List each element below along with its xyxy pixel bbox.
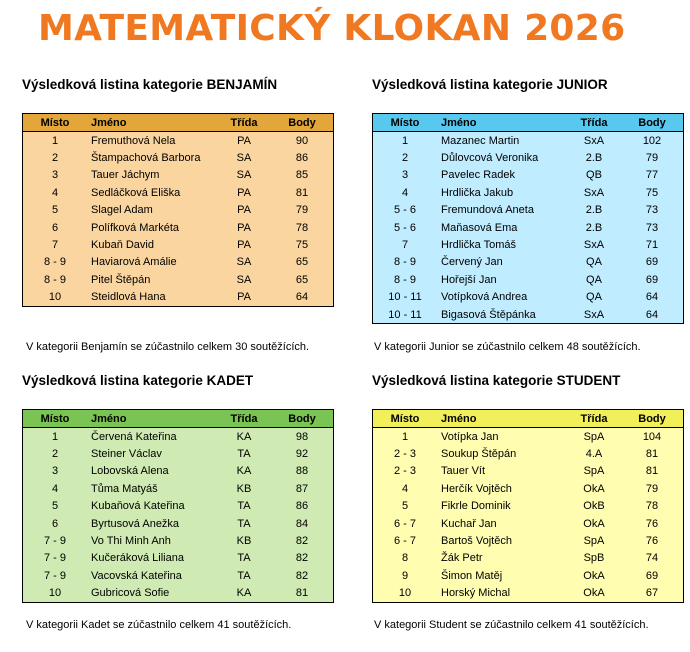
place-cell: 2 xyxy=(23,149,88,166)
place-cell: 3 xyxy=(23,463,88,480)
name-cell: Žák Petr xyxy=(441,552,483,565)
class-cell: QA xyxy=(586,256,602,269)
table-row xyxy=(373,202,684,219)
name-cell: Fikrle Dominik xyxy=(441,500,511,513)
place-cell: 6 xyxy=(23,219,88,236)
points-cell: 86 xyxy=(271,498,334,515)
name-cell: Tauer Vít xyxy=(441,465,486,478)
table-row xyxy=(373,498,684,515)
section-student xyxy=(372,372,684,603)
name-cell: Pavelec Radek xyxy=(441,169,515,182)
points-cell: 76 xyxy=(621,532,684,549)
points-cell: 73 xyxy=(621,202,684,219)
place-cell: 3 xyxy=(23,167,88,184)
place-cell: 10 xyxy=(373,585,438,603)
points-cell: 64 xyxy=(621,306,684,324)
place-cell: 1 xyxy=(23,132,88,150)
points-cell: 104 xyxy=(621,428,684,446)
table-row xyxy=(373,567,684,584)
place-cell: 4 xyxy=(373,480,438,497)
name-cell: Bigasová Štěpánka xyxy=(437,306,567,324)
points-cell: 88 xyxy=(271,463,334,480)
place-cell: 8 - 9 xyxy=(23,254,88,271)
class-cell: PA xyxy=(237,204,251,217)
table-row xyxy=(23,550,334,567)
name-cell: Kubaňová Kateřina xyxy=(91,500,185,513)
class-cell: TA xyxy=(237,500,251,513)
table-row xyxy=(23,498,334,515)
points-cell: 85 xyxy=(271,167,334,184)
class-cell: QA xyxy=(586,273,602,286)
name-cell: Maňasová Ema xyxy=(441,221,518,234)
participants-note-benjamin: V kategorii Benjamín se zúčastnilo celkem 30 soutěžících. xyxy=(26,341,310,353)
class-cell: 4.A xyxy=(585,448,603,461)
place-cell: 5 xyxy=(373,498,438,515)
class-cell: OkA xyxy=(583,517,605,530)
points-cell: 69 xyxy=(621,271,684,288)
table-row xyxy=(23,289,334,307)
points-cell: 77 xyxy=(621,167,684,184)
table-row xyxy=(373,219,684,236)
name-header: Jméno xyxy=(87,410,217,428)
participants-note-kadet: V kategorii Kadet se zúčastnilo celkem 41 soutěžících. xyxy=(26,619,292,631)
class-cell: PA xyxy=(237,239,251,252)
class-header: Třída xyxy=(217,410,271,428)
place-cell: 9 xyxy=(373,567,438,584)
table-row xyxy=(373,428,684,446)
place-cell: 7 - 9 xyxy=(23,567,88,584)
points-cell: 65 xyxy=(271,254,334,271)
points-cell: 75 xyxy=(271,236,334,253)
points-cell: 82 xyxy=(271,550,334,567)
name-cell: Gubricová Sofie xyxy=(87,585,217,603)
table-row xyxy=(23,202,334,219)
points-cell: 82 xyxy=(271,567,334,584)
name-cell: Šimon Matěj xyxy=(441,569,503,582)
name-cell: Slagel Adam xyxy=(91,204,153,217)
class-cell: SpB xyxy=(583,552,605,565)
name-cell: Důlovcová Veronika xyxy=(441,152,539,165)
place-cell: 7 - 9 xyxy=(23,532,88,549)
points-header: Body xyxy=(271,114,334,132)
place-cell: 6 xyxy=(23,515,88,532)
name-cell: Tůma Matyáš xyxy=(91,482,158,495)
table-row xyxy=(23,219,334,236)
name-cell: Byrtusová Anežka xyxy=(91,517,180,530)
class-cell: OkA xyxy=(583,569,605,582)
place-header: Místo xyxy=(23,114,88,132)
table-row xyxy=(373,585,684,603)
class-cell: TA xyxy=(237,552,251,565)
table-row xyxy=(23,132,334,150)
place-cell: 1 xyxy=(373,132,438,150)
points-cell: 84 xyxy=(271,515,334,532)
points-cell: 78 xyxy=(621,498,684,515)
table-row xyxy=(23,184,334,201)
points-cell: 79 xyxy=(271,202,334,219)
place-cell: 10 xyxy=(23,289,88,307)
name-header: Jméno xyxy=(437,114,567,132)
points-cell: 87 xyxy=(271,480,334,497)
table-row xyxy=(23,515,334,532)
table-row xyxy=(373,132,684,150)
class-cell: KA xyxy=(236,465,252,478)
place-cell: 3 xyxy=(373,167,438,184)
table-row xyxy=(23,480,334,497)
table-row xyxy=(23,585,334,603)
class-cell: SA xyxy=(236,152,252,165)
table-row xyxy=(373,149,684,166)
place-cell: 8 - 9 xyxy=(373,254,438,271)
name-cell: Vo Thi Minh Anh xyxy=(91,535,171,548)
name-cell: Mazanec Martin xyxy=(441,134,520,147)
class-cell: KB xyxy=(236,482,252,495)
points-cell: 81 xyxy=(621,463,684,480)
class-cell: PA xyxy=(217,289,271,307)
name-cell: Hrdlička Jakub xyxy=(441,186,514,199)
class-cell: PA xyxy=(237,221,251,234)
place-cell: 10 - 11 xyxy=(373,306,438,324)
results-table xyxy=(22,409,334,603)
class-header: Třída xyxy=(567,114,621,132)
name-cell: Herčík Vojtěch xyxy=(441,482,512,495)
name-cell: Tauer Jáchym xyxy=(91,169,160,182)
place-cell: 5 - 6 xyxy=(373,219,438,236)
table-row xyxy=(373,515,684,532)
table-row xyxy=(373,445,684,462)
points-cell: 81 xyxy=(621,445,684,462)
name-cell: Lobovská Alena xyxy=(91,465,169,478)
name-cell: Kuchař Jan xyxy=(441,517,497,530)
class-cell: SA xyxy=(236,273,252,286)
name-cell: Horský Michal xyxy=(437,585,567,603)
table-row xyxy=(23,428,334,446)
class-header: Třída xyxy=(567,410,621,428)
place-cell: 1 xyxy=(23,428,88,446)
header-row xyxy=(373,410,684,428)
class-cell: QA xyxy=(586,291,602,304)
name-cell: Štampachová Barbora xyxy=(91,152,201,165)
class-cell: SA xyxy=(236,256,252,269)
place-cell: 2 xyxy=(23,445,88,462)
class-cell: SxA xyxy=(583,134,605,147)
name-cell: Hořejší Jan xyxy=(441,273,497,286)
table-row xyxy=(23,445,334,462)
table-row xyxy=(373,236,684,253)
class-cell: OkA xyxy=(567,585,621,603)
name-cell: Sedláčková Eliška xyxy=(91,186,181,199)
section-kadet xyxy=(22,372,334,603)
table-row xyxy=(373,532,684,549)
class-cell: SxA xyxy=(583,239,605,252)
name-cell: Steiner Václav xyxy=(91,448,162,461)
results-table xyxy=(372,113,684,324)
section-junior xyxy=(372,76,684,324)
name-cell: Polífková Markéta xyxy=(91,221,180,234)
class-cell: TA xyxy=(237,569,251,582)
class-cell: 2.B xyxy=(585,221,603,234)
table-row xyxy=(373,306,684,324)
place-cell: 8 - 9 xyxy=(373,271,438,288)
points-cell: 69 xyxy=(621,567,684,584)
place-header: Místo xyxy=(23,410,88,428)
class-header: Třída xyxy=(217,114,271,132)
name-cell: Kubaň David xyxy=(91,239,154,252)
place-cell: 10 xyxy=(23,585,88,603)
class-cell: SpA xyxy=(583,430,605,443)
class-cell: TA xyxy=(237,448,251,461)
name-cell: Soukup Štěpán xyxy=(441,448,517,461)
table-row xyxy=(373,480,684,497)
points-cell: 79 xyxy=(621,480,684,497)
participants-note-junior: V kategorii Junior se zúčastnilo celkem 48 soutěžících. xyxy=(374,341,641,353)
class-cell: 2.B xyxy=(585,204,603,217)
page-title: MATEMATICKÝ KLOKAN 2026 xyxy=(38,8,626,49)
points-cell: 90 xyxy=(271,132,334,150)
table-row xyxy=(23,236,334,253)
table-row xyxy=(23,532,334,549)
name-cell: Haviarová Amálie xyxy=(91,256,177,269)
place-cell: 7 xyxy=(373,236,438,253)
table-row xyxy=(373,550,684,567)
points-cell: 81 xyxy=(271,184,334,201)
place-cell: 4 xyxy=(373,184,438,201)
class-cell: PA xyxy=(237,134,251,147)
place-cell: 2 - 3 xyxy=(373,445,438,462)
place-cell: 4 xyxy=(23,184,88,201)
name-cell: Votípka Jan xyxy=(441,430,499,443)
table-row xyxy=(23,167,334,184)
class-cell: PA xyxy=(237,186,251,199)
points-cell: 75 xyxy=(621,184,684,201)
class-cell: TA xyxy=(237,517,251,530)
points-cell: 69 xyxy=(621,254,684,271)
section-title: Výsledková listina kategorie KADET xyxy=(22,373,254,388)
class-cell: SxA xyxy=(583,186,605,199)
section-title: Výsledková listina kategorie BENJAMÍN xyxy=(22,77,278,92)
points-cell: 67 xyxy=(621,585,684,603)
place-cell: 1 xyxy=(373,428,438,446)
place-header: Místo xyxy=(373,410,438,428)
table-row xyxy=(373,463,684,480)
points-cell: 76 xyxy=(621,515,684,532)
points-cell: 102 xyxy=(621,132,684,150)
table-row xyxy=(23,567,334,584)
points-cell: 98 xyxy=(271,428,334,446)
name-header: Jméno xyxy=(437,410,567,428)
header-row xyxy=(373,114,684,132)
name-header: Jméno xyxy=(87,114,217,132)
table-row xyxy=(23,271,334,288)
name-cell: Steidlová Hana xyxy=(87,289,217,307)
place-cell: 10 - 11 xyxy=(373,289,438,306)
place-cell: 5 - 6 xyxy=(373,202,438,219)
results-table xyxy=(22,113,334,307)
place-cell: 7 xyxy=(23,236,88,253)
points-cell: 81 xyxy=(271,585,334,603)
section-title: Výsledková listina kategorie STUDENT xyxy=(372,373,621,388)
points-cell: 73 xyxy=(621,219,684,236)
points-cell: 64 xyxy=(621,289,684,306)
table-row xyxy=(23,463,334,480)
place-cell: 4 xyxy=(23,480,88,497)
table-row xyxy=(23,149,334,166)
table-row xyxy=(373,271,684,288)
table-row xyxy=(23,254,334,271)
points-cell: 86 xyxy=(271,149,334,166)
header-row xyxy=(23,410,334,428)
points-cell: 78 xyxy=(271,219,334,236)
name-cell: Červený Jan xyxy=(441,256,503,269)
section-title: Výsledková listina kategorie JUNIOR xyxy=(372,77,608,92)
table-row xyxy=(373,184,684,201)
class-cell: OkA xyxy=(583,482,605,495)
class-cell: QB xyxy=(586,169,602,182)
place-header: Místo xyxy=(373,114,438,132)
name-cell: Hrdlička Tomáš xyxy=(441,239,516,252)
table-row xyxy=(373,289,684,306)
table-row xyxy=(373,254,684,271)
results-table xyxy=(372,409,684,603)
points-cell: 74 xyxy=(621,550,684,567)
participants-note-student: V kategorii Student se zúčastnilo celkem 41 soutěžících. xyxy=(374,619,649,631)
points-cell: 64 xyxy=(271,289,334,307)
name-cell: Fremundová Aneta xyxy=(441,204,534,217)
class-cell: SxA xyxy=(567,306,621,324)
class-cell: KA xyxy=(236,430,252,443)
section-benjamin xyxy=(22,76,334,307)
points-cell: 82 xyxy=(271,532,334,549)
place-cell: 8 xyxy=(373,550,438,567)
points-cell: 71 xyxy=(621,236,684,253)
class-cell: OkB xyxy=(583,500,605,513)
place-cell: 6 - 7 xyxy=(373,532,438,549)
table-row xyxy=(373,167,684,184)
header-row xyxy=(23,114,334,132)
name-cell: Vacovská Kateřina xyxy=(91,569,182,582)
class-cell: SA xyxy=(236,169,252,182)
place-cell: 5 xyxy=(23,498,88,515)
place-cell: 8 - 9 xyxy=(23,271,88,288)
points-header: Body xyxy=(271,410,334,428)
name-cell: Votípková Andrea xyxy=(441,291,528,304)
points-cell: 65 xyxy=(271,271,334,288)
name-cell: Pitel Štěpán xyxy=(91,273,151,286)
name-cell: Fremuthová Nela xyxy=(91,134,176,147)
place-cell: 7 - 9 xyxy=(23,550,88,567)
points-cell: 79 xyxy=(621,149,684,166)
points-header: Body xyxy=(621,114,684,132)
class-cell: 2.B xyxy=(585,152,603,165)
class-cell: SpA xyxy=(583,535,605,548)
place-cell: 2 - 3 xyxy=(373,463,438,480)
class-cell: KA xyxy=(217,585,271,603)
name-cell: Bartoš Vojtěch xyxy=(441,535,512,548)
name-cell: Červená Kateřina xyxy=(91,430,177,443)
name-cell: Kučeráková Liliana xyxy=(91,552,184,565)
points-cell: 92 xyxy=(271,445,334,462)
place-cell: 2 xyxy=(373,149,438,166)
points-header: Body xyxy=(621,410,684,428)
class-cell: SpA xyxy=(583,465,605,478)
class-cell: KB xyxy=(236,535,252,548)
place-cell: 6 - 7 xyxy=(373,515,438,532)
place-cell: 5 xyxy=(23,202,88,219)
